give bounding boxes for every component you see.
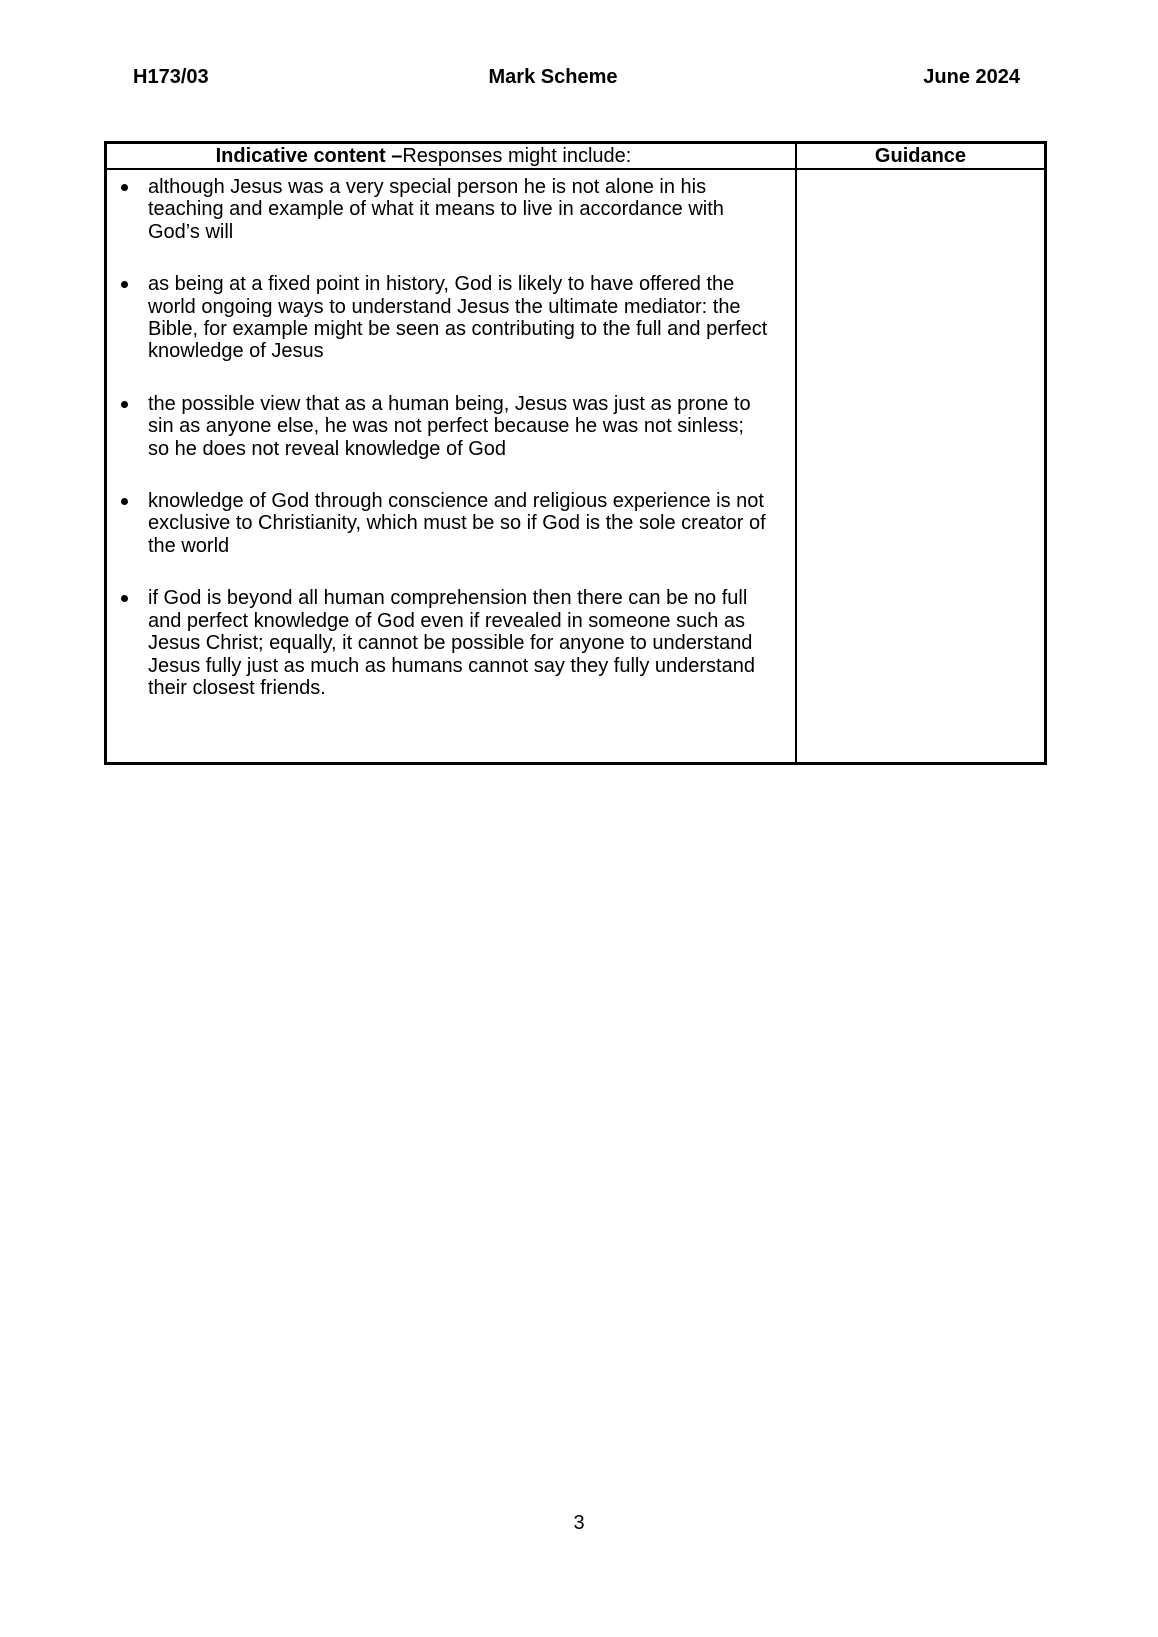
bullet-icon bbox=[121, 498, 128, 505]
indicative-content-header-cell bbox=[107, 144, 797, 168]
bullet-text: the possible view that as a human being, Jesus was just as prone to sin as anyone else, he was not perfect because he was not sinless; so he does not reveal knowledge of God bbox=[148, 392, 751, 460]
bullet-list bbox=[107, 176, 768, 699]
table-body-row bbox=[107, 170, 1044, 762]
bullet-text: as being at a fixed point in history, God is likely to have offered the world ongoing ways to understand Jesus the ultimate mediator: the Bible, for example might be seen as contributing to the full and perfect knowledge of Jesus bbox=[148, 273, 768, 363]
bullet-item bbox=[107, 273, 768, 363]
document-title: Mark Scheme bbox=[488, 66, 618, 88]
bullet-item bbox=[107, 490, 768, 557]
table-header-row bbox=[107, 144, 1044, 170]
bullet-item bbox=[107, 176, 768, 243]
paper-code: H173/03 bbox=[133, 66, 209, 88]
bullet-icon bbox=[121, 281, 128, 288]
bullet-icon bbox=[121, 401, 128, 408]
bullet-item bbox=[107, 587, 768, 699]
bullet-icon bbox=[121, 595, 128, 602]
bullet-icon bbox=[121, 184, 128, 191]
responses-might-include-label: Responses might include: bbox=[402, 145, 632, 167]
indicative-content-cell bbox=[107, 170, 797, 762]
page-number: 3 bbox=[573, 1512, 585, 1534]
bullet-text: although Jesus was a very special person he is not alone in his teaching and example of what it means to live in accordance with God’s will bbox=[148, 176, 724, 243]
bullet-text: knowledge of God through conscience and religious experience is not exclusive to Christianity, which must be so if God is the sole creator of the world bbox=[148, 490, 766, 557]
indicative-content-label: Indicative content – bbox=[215, 145, 403, 167]
guidance-label: Guidance bbox=[874, 145, 967, 167]
session-date: June 2024 bbox=[923, 66, 1020, 88]
guidance-cell bbox=[797, 170, 1044, 762]
indicative-content-table bbox=[104, 141, 1047, 765]
guidance-header-cell bbox=[797, 144, 1044, 168]
bullet-item bbox=[107, 393, 768, 460]
document-running-header bbox=[0, 0, 1158, 100]
bullet-text: if God is beyond all human comprehension then there can be no full and perfect knowledge of God even if revealed in someone such as Jesus Christ; equally, it cannot be possible for anyone to understand Jesus fully just as much as humans cannot say they fully understand their closest friends. bbox=[148, 587, 755, 699]
